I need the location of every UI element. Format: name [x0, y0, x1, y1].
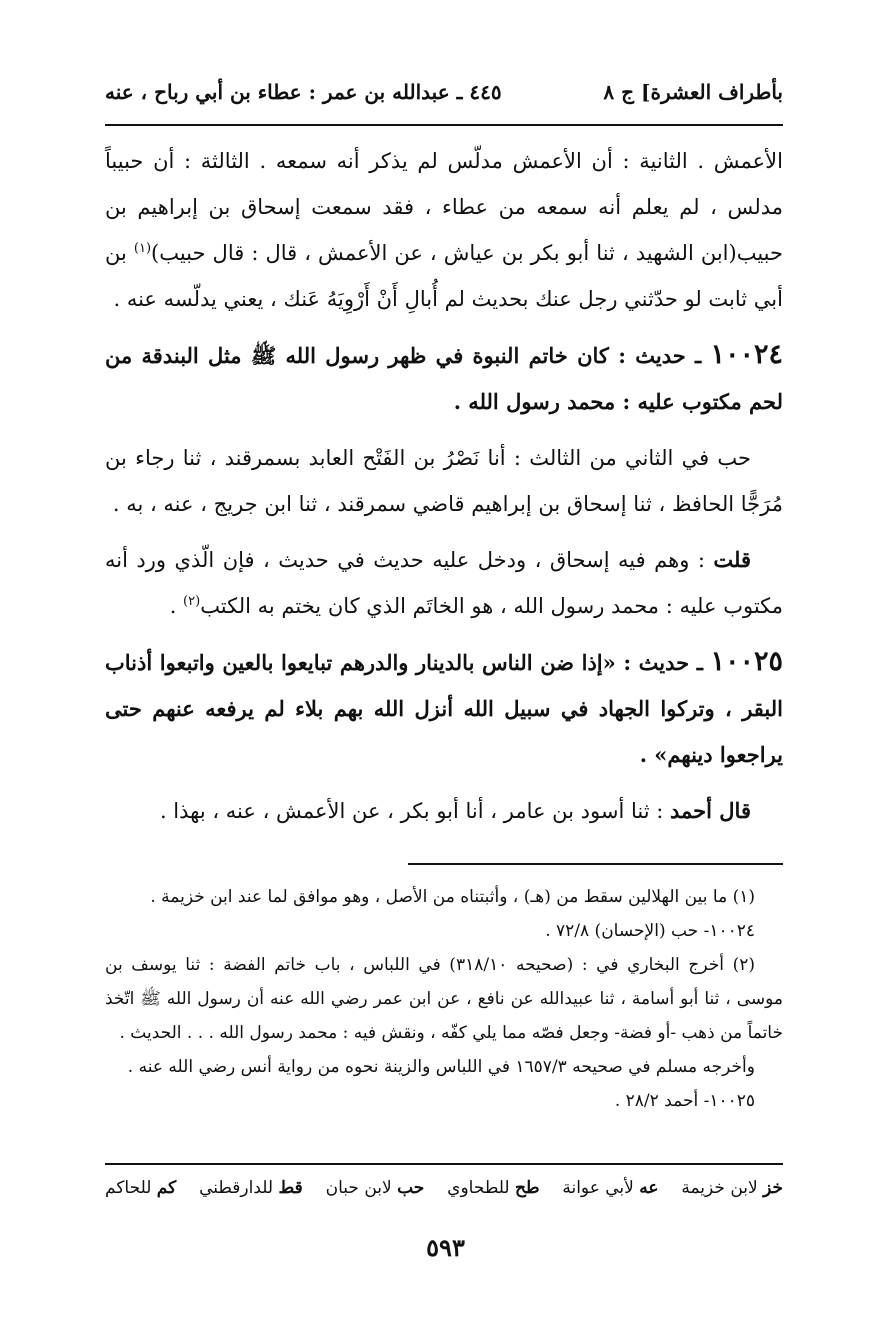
paragraph [105, 537, 783, 629]
paragraph [105, 788, 783, 834]
paragraph-label: قلت [713, 547, 751, 572]
paragraph-text: الأعمش . الثانية : أن الأعمش مدلّس لم يذكر أنه سمعه . الثالثة : أن حبيباً مدلس ، لم يعلم أنه سمعه من عطاء ، فقد سمعت إسحاق بن إبراهيم بن حبيب(ابن الشهيد ، ثنا أبو بكر بن عياش ، عن الأعمش ، قال : قال حبيب) [105, 149, 783, 265]
abbreviation-legend [105, 1178, 783, 1198]
main-text [105, 138, 783, 834]
footnote: ١٠٠٢٥- أحمد ٢٨/٢ . [614, 1091, 755, 1111]
hadith-number: ١٠٠٢٥ [710, 646, 783, 677]
paragraph-text: : ثنا أسود بن عامر ، أنا أبو بكر ، عن الأعمش ، عنه ، بهذا . [159, 799, 670, 823]
legend-item: قط للدارقطني [199, 1178, 303, 1198]
hadith-text: ـ حديث : «إذا ضن الناس بالدينار والدرهم تبايعوا بالعين واتبعوا أذناب البقر ، وتركوا الجهاد في سبيل الله أنزل الله بهم بلاء لم يرفعه عنهم حتى يراجعوا دينهم» . [105, 650, 783, 767]
paragraph-text: بن أبي ثابت لو حدّثني رجل عنك بحديث لم أُبالِ أَنْ أَرْوِيَهُ عَنك ، يعني يدلّسه عنه . [105, 241, 783, 311]
paragraph-text: . [169, 594, 184, 618]
paragraph [105, 435, 783, 527]
page-number: ٥٩٣ [426, 1233, 465, 1262]
footnote: (٢) أخرج البخاري في : (صحيحه ٣١٨/١٠) في اللباس ، باب خاتم الفضة : ثنا يوسف بن موسى ، ثنا أبو أسامة ، ثنا عبيدالله عن نافع ، عن ابن عمر رضي الله عنه أن رسول الله ﷺ اتّخذ خاتماً من ذهب -أو فضة- وجعل فصّه مما يلي كفّه ، ونقش فيه : محمد رسول الله . . . الحديث . [105, 955, 783, 1043]
paragraph-label: قال أحمد [670, 798, 751, 823]
legend-item: حب لابن حبان [325, 1178, 425, 1198]
footnote: ١٠٠٢٤- حب (الإحسان) ٧٢/٨ . [545, 921, 755, 941]
header-rule [105, 124, 783, 126]
legend-item: عه لأبي عوانة [562, 1178, 659, 1198]
paragraph-text: حب في الثاني من الثالث : أنا نَصْرُ بن الفَتْح العابد بسمرقند ، ثنا رجاء بن مُرَجًّا الحافظ ، ثنا إسحاق بن إبراهيم قاضي سمرقند ، ثنا ابن جريج ، عنه ، به . [105, 446, 783, 516]
paragraph-text: : وهم فيه إسحاق ، ودخل عليه حديث في حديث ، فإن الّذي ورد أنه مكتوب عليه : محمد رسول الله ، هو الخاتَم الذي كان يختم به الكتب [105, 548, 783, 618]
legend-item: كم للحاكم [105, 1178, 177, 1198]
legend-item: خز لابن خزيمة [681, 1178, 783, 1198]
hadith-number: ١٠٠٢٤ [710, 339, 783, 370]
legend-item: طح للطحاوي [447, 1178, 540, 1198]
hadith-entry [105, 639, 783, 778]
footnote-ref: (١) [133, 241, 152, 256]
footnote: (١) ما بين الهلالين سقط من (هـ) ، وأثبتناه من الأصل ، وهو موافق لما عند ابن خزيمة . [150, 887, 755, 907]
running-header [105, 72, 783, 112]
header-volume: بأطراف العشرة] ج ٨ [603, 80, 783, 104]
footnote: وأخرجه مسلم في صحيحه ١٦٥٧/٣ في اللباس والزينة نحوه من رواية أنس رضي الله عنه . [127, 1057, 755, 1077]
hadith-entry [105, 332, 783, 425]
paragraph [105, 138, 783, 322]
footnote-ref: (٢) [183, 594, 201, 609]
header-chapter: ٤٤٥ ـ عبدالله بن عمر : عطاء بن أبي رباح ، عنه [105, 80, 502, 104]
legend-rule [105, 1163, 783, 1165]
footnotes [105, 880, 783, 1118]
footnote-rule [408, 863, 783, 865]
hadith-text: ـ حديث : كان خاتم النبوة في ظهر رسول الله ﷺ مثل البندقة من لحم مكتوب عليه : محمد رسول الله . [105, 343, 783, 414]
